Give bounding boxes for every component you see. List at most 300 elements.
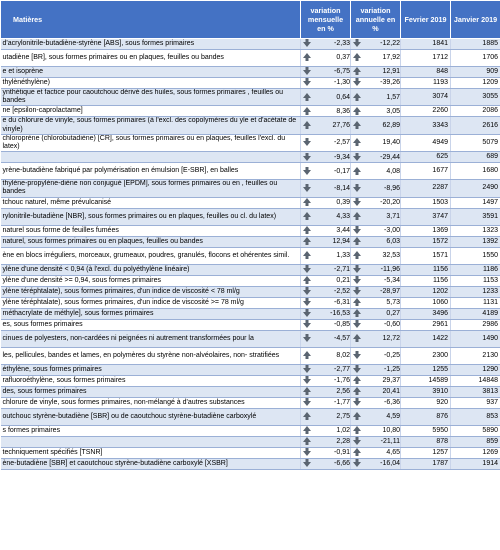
monthly-variation-cell — [301, 50, 351, 67]
table-row — [1, 275, 500, 286]
monthly-variation-value: 0,37 — [336, 54, 350, 62]
annual-variation-value: -20,20 — [380, 198, 400, 206]
material-name: naturel, sous formes primaires ou en plaques, feuilles ou bandes — [1, 236, 301, 247]
january-value: 1153 — [451, 275, 500, 286]
annual-variation-value: 12,91 — [382, 68, 400, 76]
arrow-up-icon — [353, 67, 361, 75]
january-value: 3591 — [451, 208, 500, 225]
annual-variation-cell — [351, 436, 401, 447]
material-name: rafluoroéthylène, sous formes primaires — [1, 375, 301, 386]
arrow-down-icon — [303, 265, 311, 273]
material-name: e et isoprène — [1, 67, 301, 78]
monthly-variation-value: 2,28 — [336, 437, 350, 445]
annual-variation-value: 10,80 — [382, 426, 400, 434]
annual-variation-value: -12,22 — [380, 40, 400, 48]
table-row — [1, 386, 500, 397]
arrow-down-icon — [353, 320, 361, 328]
monthly-variation-value: -2,33 — [334, 40, 350, 48]
annual-variation-value: 12,72 — [382, 334, 400, 342]
table-row — [1, 67, 500, 78]
material-name: yrène-butadiène fabriqué par polymérisation en émulsion [E-SBR], en balles — [1, 163, 301, 180]
annual-variation-value: -1,25 — [384, 365, 400, 373]
january-value: 853 — [451, 408, 500, 425]
monthly-variation-cell — [301, 308, 351, 319]
material-name — [1, 436, 301, 447]
material-name: les, pellicules, bandes et lames, en polymères du styrène non-alvéolaires, non- stratifiées — [1, 347, 301, 364]
header-annual-variation: variation annuelle en % — [351, 1, 401, 39]
annual-variation-value: -8,96 — [384, 184, 400, 192]
material-name: thylènéthylène) — [1, 78, 301, 89]
table-row — [1, 39, 500, 50]
monthly-variation-cell — [301, 275, 351, 286]
table-row — [1, 180, 500, 197]
monthly-variation-value: 0,39 — [336, 198, 350, 206]
annual-variation-value: 62,89 — [382, 121, 400, 129]
february-value: 625 — [401, 152, 451, 163]
arrow-down-icon — [353, 39, 361, 47]
monthly-variation-value: 2,75 — [336, 412, 350, 420]
arrow-down-icon — [303, 334, 311, 342]
arrow-down-icon — [303, 287, 311, 295]
annual-variation-value: -0,60 — [384, 320, 400, 328]
annual-variation-cell — [351, 197, 401, 208]
monthly-variation-value: 4,33 — [336, 212, 350, 220]
annual-variation-value: 20,41 — [382, 387, 400, 395]
arrow-up-icon — [353, 107, 361, 115]
monthly-variation-cell — [301, 163, 351, 180]
annual-variation-value: -3,00 — [384, 226, 400, 234]
arrow-down-icon — [303, 78, 311, 86]
monthly-variation-cell — [301, 197, 351, 208]
annual-variation-cell — [351, 308, 401, 319]
february-value: 3496 — [401, 308, 451, 319]
material-name: ène-butadiène [SBR] et caoutchouc styrène-butadiène carboxylé [XSBR] — [1, 458, 301, 469]
table-row — [1, 106, 500, 117]
arrow-down-icon — [353, 153, 361, 161]
annual-variation-value: 1,57 — [386, 93, 400, 101]
table-row — [1, 308, 500, 319]
monthly-variation-value: -9,34 — [334, 153, 350, 161]
february-value: 14589 — [401, 375, 451, 386]
february-value: 3343 — [401, 117, 451, 134]
february-value: 3747 — [401, 208, 451, 225]
arrow-up-icon — [353, 412, 361, 420]
table-row — [1, 208, 500, 225]
header-matieres: Matières — [1, 1, 301, 39]
table-row — [1, 225, 500, 236]
annual-variation-value: -28,97 — [380, 287, 400, 295]
annual-variation-value: 4,65 — [386, 448, 400, 456]
arrow-down-icon — [303, 398, 311, 406]
material-name: s formes primaires — [1, 425, 301, 436]
monthly-variation-value: 1,33 — [336, 251, 350, 259]
monthly-variation-cell — [301, 347, 351, 364]
monthly-variation-value: -1,77 — [334, 398, 350, 406]
annual-variation-value: -11,96 — [380, 265, 400, 273]
annual-variation-cell — [351, 39, 401, 50]
monthly-variation-cell — [301, 67, 351, 78]
january-value: 5890 — [451, 425, 500, 436]
arrow-up-icon — [303, 198, 311, 206]
monthly-variation-cell — [301, 264, 351, 275]
table-row — [1, 264, 500, 275]
january-value: 2130 — [451, 347, 500, 364]
annual-variation-cell — [351, 106, 401, 117]
january-value: 937 — [451, 397, 500, 408]
table-row — [1, 436, 500, 447]
february-value: 1677 — [401, 163, 451, 180]
arrow-down-icon — [303, 320, 311, 328]
arrow-up-icon — [303, 121, 311, 129]
monthly-variation-value: -0,91 — [334, 448, 350, 456]
january-value: 14848 — [451, 375, 500, 386]
february-value: 1422 — [401, 330, 451, 347]
arrow-up-icon — [353, 309, 361, 317]
monthly-variation-cell — [301, 180, 351, 197]
table-row — [1, 364, 500, 375]
arrow-up-icon — [353, 298, 361, 306]
january-value: 1269 — [451, 447, 500, 458]
february-value: 2961 — [401, 319, 451, 330]
arrow-down-icon — [353, 437, 361, 445]
monthly-variation-cell — [301, 286, 351, 297]
material-name: es, sous formes primaires — [1, 319, 301, 330]
material-name: chloroprène (chlorobutadiène) [CR], sous formes primaires ou en plaques, feuilles l'excl. du latex) — [1, 134, 301, 151]
monthly-variation-value: -2,71 — [334, 265, 350, 273]
annual-variation-cell — [351, 375, 401, 386]
arrow-down-icon — [303, 184, 311, 192]
january-value: 1497 — [451, 197, 500, 208]
annual-variation-value: 0,27 — [386, 309, 400, 317]
material-name: ène en blocs irréguliers, morceaux, grumeaux, poudres, granulés, flocons et ohérentes simil. — [1, 247, 301, 264]
arrow-up-icon — [303, 226, 311, 234]
monthly-variation-cell — [301, 375, 351, 386]
monthly-variation-cell — [301, 408, 351, 425]
material-name: thylène-propylène-diène non conjugué [EPDM], sous formes primaires ou en , feuilles ou bandes — [1, 180, 301, 197]
arrow-down-icon — [353, 265, 361, 273]
monthly-variation-cell — [301, 89, 351, 106]
table-row — [1, 408, 500, 425]
arrow-up-icon — [353, 212, 361, 220]
january-value: 3813 — [451, 386, 500, 397]
table-row — [1, 375, 500, 386]
monthly-variation-value: 8,02 — [336, 351, 350, 359]
header-monthly-variation: variation mensuelle en % — [301, 1, 351, 39]
annual-variation-cell — [351, 408, 401, 425]
arrow-down-icon — [353, 351, 361, 359]
table-row — [1, 89, 500, 106]
monthly-variation-value: 12,94 — [332, 237, 350, 245]
table-row — [1, 397, 500, 408]
table-row — [1, 152, 500, 163]
annual-variation-cell — [351, 286, 401, 297]
monthly-variation-value: -0,85 — [334, 320, 350, 328]
february-value: 1369 — [401, 225, 451, 236]
annual-variation-value: -16,04 — [380, 459, 400, 467]
arrow-up-icon — [303, 237, 311, 245]
monthly-variation-value: -2,77 — [334, 365, 350, 373]
monthly-variation-cell — [301, 134, 351, 151]
january-value: 1914 — [451, 458, 500, 469]
arrow-down-icon — [303, 153, 311, 161]
monthly-variation-cell — [301, 236, 351, 247]
annual-variation-value: 17,92 — [382, 54, 400, 62]
arrow-up-icon — [303, 437, 311, 445]
january-value: 1323 — [451, 225, 500, 236]
monthly-variation-value: 2,56 — [336, 387, 350, 395]
arrow-up-icon — [353, 376, 361, 384]
january-value: 909 — [451, 67, 500, 78]
monthly-variation-value: -2,52 — [334, 287, 350, 295]
january-value: 1186 — [451, 264, 500, 275]
monthly-variation-cell — [301, 225, 351, 236]
february-value: 876 — [401, 408, 451, 425]
february-value: 1841 — [401, 39, 451, 50]
february-value: 3910 — [401, 386, 451, 397]
annual-variation-cell — [351, 330, 401, 347]
annual-variation-cell — [351, 347, 401, 364]
january-value: 1680 — [451, 163, 500, 180]
february-value: 1060 — [401, 297, 451, 308]
monthly-variation-cell — [301, 447, 351, 458]
february-value: 1193 — [401, 78, 451, 89]
arrow-up-icon — [353, 167, 361, 175]
january-value: 4189 — [451, 308, 500, 319]
january-value: 1209 — [451, 78, 500, 89]
monthly-variation-value: -2,57 — [334, 139, 350, 147]
february-value: 1572 — [401, 236, 451, 247]
material-name: éthylène, sous formes primaires — [1, 364, 301, 375]
monthly-variation-value: 27,76 — [332, 121, 350, 129]
february-value: 848 — [401, 67, 451, 78]
arrow-up-icon — [303, 387, 311, 395]
arrow-down-icon — [303, 309, 311, 317]
arrow-up-icon — [353, 251, 361, 259]
annual-variation-value: 29,37 — [382, 376, 400, 384]
arrow-down-icon — [353, 198, 361, 206]
material-name — [1, 152, 301, 163]
annual-variation-cell — [351, 89, 401, 106]
monthly-variation-value: -0,17 — [334, 167, 350, 175]
material-name: ylène téréphtalate), sous formes primaires, d'un indice de viscosité < 78 ml/g — [1, 286, 301, 297]
material-name: chlorure de vinyle, sous formes primaires, non-mélangé à d'autres substances — [1, 397, 301, 408]
january-value: 2086 — [451, 106, 500, 117]
arrow-up-icon — [303, 107, 311, 115]
january-value: 1392 — [451, 236, 500, 247]
february-value: 1712 — [401, 50, 451, 67]
annual-variation-cell — [351, 67, 401, 78]
annual-variation-cell — [351, 397, 401, 408]
material-name: ne [epsilon-caprolactame] — [1, 106, 301, 117]
february-value: 2300 — [401, 347, 451, 364]
monthly-variation-cell — [301, 425, 351, 436]
annual-variation-value: 6,03 — [386, 237, 400, 245]
table-row — [1, 78, 500, 89]
january-value: 5079 — [451, 134, 500, 151]
table-row — [1, 286, 500, 297]
material-name: e du chlorure de vinyle, sous formes primaires (à l'excl. des copolymères du yle et d'acétate de vinyle) — [1, 117, 301, 134]
annual-variation-cell — [351, 319, 401, 330]
annual-variation-value: -29,44 — [380, 153, 400, 161]
january-value: 1290 — [451, 364, 500, 375]
january-value: 3055 — [451, 89, 500, 106]
table-row — [1, 330, 500, 347]
arrow-down-icon — [353, 287, 361, 295]
annual-variation-cell — [351, 225, 401, 236]
monthly-variation-cell — [301, 117, 351, 134]
february-value: 920 — [401, 397, 451, 408]
annual-variation-cell — [351, 447, 401, 458]
material-name: utadiène [BR], sous formes primaires ou en plaques, feuilles ou bandes — [1, 50, 301, 67]
table-body — [1, 39, 500, 470]
monthly-variation-cell — [301, 247, 351, 264]
monthly-variation-cell — [301, 106, 351, 117]
february-value: 1156 — [401, 264, 451, 275]
arrow-down-icon — [303, 167, 311, 175]
monthly-variation-cell — [301, 78, 351, 89]
february-value: 4949 — [401, 134, 451, 151]
annual-variation-cell — [351, 386, 401, 397]
arrow-down-icon — [353, 365, 361, 373]
table-row — [1, 247, 500, 264]
arrow-up-icon — [353, 121, 361, 129]
february-value: 1571 — [401, 247, 451, 264]
arrow-up-icon — [353, 53, 361, 61]
table-row — [1, 425, 500, 436]
january-value: 1706 — [451, 50, 500, 67]
material-name: ylène téréphtalate), sous formes primaires, d'un indice de viscosité >= 78 ml/g — [1, 297, 301, 308]
arrow-up-icon — [303, 426, 311, 434]
monthly-variation-value: 0,21 — [336, 276, 350, 284]
material-name: ylène d'une densité < 0,94 (à l'excl. du polyéthylène linéaire) — [1, 264, 301, 275]
monthly-variation-value: -8,14 — [334, 184, 350, 192]
monthly-variation-value: -4,57 — [334, 334, 350, 342]
annual-variation-value: 4,59 — [386, 412, 400, 420]
february-value: 2260 — [401, 106, 451, 117]
arrow-up-icon — [303, 93, 311, 101]
arrow-up-icon — [353, 237, 361, 245]
annual-variation-value: 32,53 — [382, 251, 400, 259]
annual-variation-value: -39,26 — [380, 79, 400, 87]
monthly-variation-cell — [301, 364, 351, 375]
annual-variation-value: 3,05 — [386, 107, 400, 115]
annual-variation-value: -21,11 — [380, 437, 400, 445]
arrow-up-icon — [353, 334, 361, 342]
february-value: 2287 — [401, 180, 451, 197]
annual-variation-cell — [351, 247, 401, 264]
annual-variation-value: -6,36 — [384, 398, 400, 406]
table-header-row — [1, 1, 500, 39]
annual-variation-cell — [351, 134, 401, 151]
annual-variation-value: 5,73 — [386, 298, 400, 306]
january-value: 2986 — [451, 319, 500, 330]
january-value: 2616 — [451, 117, 500, 134]
arrow-up-icon — [353, 426, 361, 434]
arrow-up-icon — [303, 276, 311, 284]
arrow-down-icon — [303, 67, 311, 75]
material-name: rylonitrile-butadiène [NBR], sous formes primaires ou en plaques, feuilles ou cl. du latex) — [1, 208, 301, 225]
monthly-variation-value: 8,36 — [336, 107, 350, 115]
arrow-down-icon — [303, 365, 311, 373]
january-value: 1490 — [451, 330, 500, 347]
february-value: 1787 — [401, 458, 451, 469]
february-value: 1255 — [401, 364, 451, 375]
arrow-down-icon — [303, 459, 311, 467]
annual-variation-cell — [351, 264, 401, 275]
monthly-variation-value: -16,53 — [330, 309, 350, 317]
material-name: ynthétique et factice pour caoutchouc dérivé des huiles, sous formes primaires , feuilles ou bandes — [1, 89, 301, 106]
arrow-up-icon — [303, 251, 311, 259]
arrow-up-icon — [353, 138, 361, 146]
january-value: 1885 — [451, 39, 500, 50]
annual-variation-value: -5,34 — [384, 276, 400, 284]
arrow-down-icon — [353, 276, 361, 284]
january-value: 2490 — [451, 180, 500, 197]
material-name: ylène d'une densité >= 0,94, sous formes primaires — [1, 275, 301, 286]
monthly-variation-value: 3,44 — [336, 226, 350, 234]
february-value: 1503 — [401, 197, 451, 208]
material-name: outchouc styrène-butadiène [SBR] ou de caoutchouc styrène-butadiène carboxylé — [1, 408, 301, 425]
monthly-variation-value: 1,02 — [336, 426, 350, 434]
table-row — [1, 134, 500, 151]
table-row — [1, 447, 500, 458]
table-row — [1, 458, 500, 469]
annual-variation-cell — [351, 78, 401, 89]
table-row — [1, 163, 500, 180]
february-value: 878 — [401, 436, 451, 447]
january-value: 859 — [451, 436, 500, 447]
header-february-2019: Fevrier 2019 — [401, 1, 451, 39]
arrow-up-icon — [303, 351, 311, 359]
arrow-up-icon — [303, 412, 311, 420]
table-row — [1, 347, 500, 364]
arrow-down-icon — [303, 138, 311, 146]
material-name: tchouc naturel, même prévulcanisé — [1, 197, 301, 208]
annual-variation-cell — [351, 275, 401, 286]
annual-variation-cell — [351, 297, 401, 308]
table-row — [1, 236, 500, 247]
table-row — [1, 297, 500, 308]
monthly-variation-cell — [301, 39, 351, 50]
monthly-variation-cell — [301, 397, 351, 408]
material-name: cinues de polyesters, non-cardées ni peignées ni autrement transformées pour la — [1, 330, 301, 347]
annual-variation-cell — [351, 152, 401, 163]
arrow-down-icon — [353, 226, 361, 234]
annual-variation-value: -0,25 — [384, 351, 400, 359]
february-value: 1202 — [401, 286, 451, 297]
february-value: 1257 — [401, 447, 451, 458]
material-name: naturel sous forme de feuilles fumées — [1, 225, 301, 236]
annual-variation-cell — [351, 425, 401, 436]
annual-variation-cell — [351, 180, 401, 197]
arrow-up-icon — [353, 448, 361, 456]
january-value: 1131 — [451, 297, 500, 308]
table-row — [1, 50, 500, 67]
monthly-variation-cell — [301, 208, 351, 225]
monthly-variation-value: -1,30 — [334, 79, 350, 87]
header-january-2019: Janvier 2019 — [451, 1, 500, 39]
material-name: méthacrylate de méthyle], sous formes primaires — [1, 308, 301, 319]
annual-variation-value: 4,08 — [386, 167, 400, 175]
annual-variation-cell — [351, 236, 401, 247]
arrow-up-icon — [353, 387, 361, 395]
february-value: 1156 — [401, 275, 451, 286]
monthly-variation-value: -1,76 — [334, 376, 350, 384]
monthly-variation-cell — [301, 458, 351, 469]
annual-variation-cell — [351, 50, 401, 67]
monthly-variation-cell — [301, 319, 351, 330]
february-value: 3074 — [401, 89, 451, 106]
